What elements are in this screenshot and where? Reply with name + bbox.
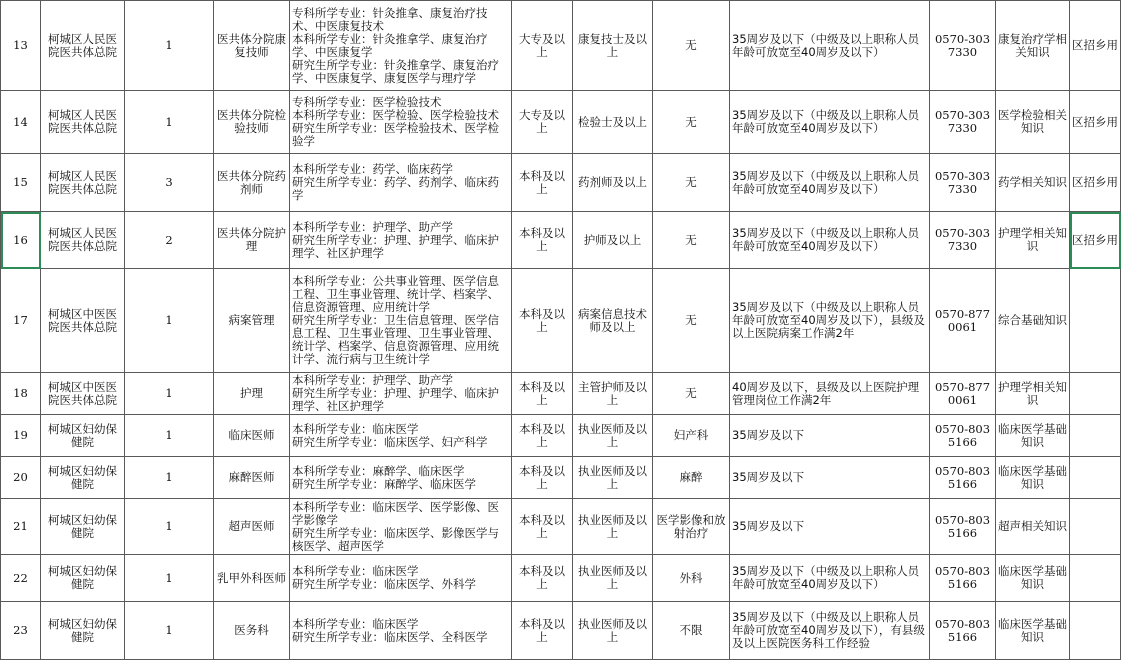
education-cell[interactable]: 本科及以上 — [512, 154, 573, 212]
post-cell[interactable]: 超声医师 — [214, 499, 290, 555]
unit-cell[interactable]: 柯城区妇幼保健院 — [41, 457, 125, 499]
qualification-cell[interactable]: 药剂师及以上 — [573, 154, 653, 212]
post-cell[interactable]: 医共体分院药剂师 — [214, 154, 290, 212]
requirements-cell[interactable]: 35周岁及以下 — [730, 457, 930, 499]
unit-cell[interactable]: 柯城区中医医院医共体总院 — [41, 269, 125, 373]
direction-cell[interactable]: 无 — [653, 212, 730, 269]
major-cell[interactable]: 专科所学专业：针灸推拿、康复治疗技术、中医康复技术 本科所学专业：针灸推拿学、康复治疗学、中医康复学 研究生所学专业：针灸推拿学、康复治疗学、中医康复学、康复医学与理疗学 — [290, 1, 512, 91]
count-cell[interactable]: 1 — [125, 602, 214, 660]
seq-cell[interactable]: 15 — [1, 154, 41, 212]
seq-cell[interactable]: 20 — [1, 457, 41, 499]
major-cell[interactable]: 本科所学专业：麻醉学、临床医学 研究生所学专业：麻醉学、临床医学 — [290, 457, 512, 499]
exam-content-cell[interactable]: 临床医学基础知识 — [996, 415, 1070, 457]
phone-cell[interactable]: 0570-8035166 — [930, 457, 996, 499]
table-row — [1, 499, 1121, 555]
direction-cell[interactable]: 麻醉 — [653, 457, 730, 499]
requirements-cell[interactable]: 35周岁及以下（中级及以上职称人员年龄可放宽至40周岁及以下） — [730, 1, 930, 91]
education-cell[interactable]: 本科及以上 — [512, 212, 573, 269]
count-cell[interactable]: 1 — [125, 373, 214, 415]
post-cell[interactable]: 临床医师 — [214, 415, 290, 457]
unit-cell[interactable]: 柯城区妇幼保健院 — [41, 555, 125, 602]
table-row — [1, 555, 1121, 602]
major-cell[interactable]: 本科所学专业：护理学、助产学 研究生所学专业：护理、护理学、临床护理学、社区护理学 — [290, 212, 512, 269]
seq-cell[interactable]: 16 — [1, 212, 41, 269]
post-cell[interactable]: 乳甲外科医师 — [214, 555, 290, 602]
requirements-cell[interactable]: 35周岁及以下（中级及以上职称人员年龄可放宽至40周岁及以下），县级及以上医院病案工作满2年 — [730, 269, 930, 373]
unit-cell[interactable]: 柯城区妇幼保健院 — [41, 415, 125, 457]
requirements-cell[interactable]: 35周岁及以下（中级及以上职称人员年龄可放宽至40周岁及以下） — [730, 91, 930, 154]
requirements-cell[interactable]: 35周岁及以下（中级及以上职称人员年龄可放宽至40周岁及以下） — [730, 555, 930, 602]
recruit-type-cell[interactable] — [1070, 602, 1121, 660]
exam-content-cell[interactable]: 超声相关知识 — [996, 499, 1070, 555]
exam-content-cell[interactable]: 医学检验相关知识 — [996, 91, 1070, 154]
count-cell[interactable]: 1 — [125, 415, 214, 457]
direction-cell[interactable]: 妇产科 — [653, 415, 730, 457]
major-cell[interactable]: 本科所学专业：临床医学 研究生所学专业：临床医学、外科学 — [290, 555, 512, 602]
unit-cell[interactable]: 柯城区人民医院医共体总院 — [41, 154, 125, 212]
requirements-cell[interactable]: 35周岁及以下（中级及以上职称人员年龄可放宽至40周岁及以下） — [730, 154, 930, 212]
seq-cell[interactable]: 19 — [1, 415, 41, 457]
unit-cell[interactable]: 柯城区人民医院医共体总院 — [41, 91, 125, 154]
post-cell[interactable]: 麻醉医师 — [214, 457, 290, 499]
direction-cell[interactable]: 外科 — [653, 555, 730, 602]
table-row — [1, 415, 1121, 457]
table-row — [1, 154, 1121, 212]
qualification-cell[interactable]: 执业医师及以上 — [573, 415, 653, 457]
qualification-cell[interactable]: 康复技士及以上 — [573, 1, 653, 91]
count-cell[interactable]: 1 — [125, 499, 214, 555]
education-cell[interactable]: 本科及以上 — [512, 457, 573, 499]
post-cell[interactable]: 病案管理 — [214, 269, 290, 373]
qualification-cell[interactable]: 护师及以上 — [573, 212, 653, 269]
exam-content-cell[interactable]: 护理学相关知识 — [996, 212, 1070, 269]
phone-cell[interactable]: 0570-3037330 — [930, 91, 996, 154]
recruit-type-cell[interactable]: 区招乡用 — [1070, 154, 1121, 212]
seq-cell[interactable]: 17 — [1, 269, 41, 373]
post-cell[interactable]: 医共体分院护理 — [214, 212, 290, 269]
phone-cell[interactable]: 0570-8035166 — [930, 415, 996, 457]
table-row — [1, 91, 1121, 154]
unit-cell[interactable]: 柯城区中医医院医共体总院 — [41, 373, 125, 415]
education-cell[interactable]: 大专及以上 — [512, 91, 573, 154]
recruit-type-cell[interactable] — [1070, 457, 1121, 499]
count-cell[interactable]: 3 — [125, 154, 214, 212]
requirements-cell[interactable]: 35周岁及以下 — [730, 499, 930, 555]
count-cell[interactable]: 1 — [125, 91, 214, 154]
qualification-cell[interactable]: 执业医师及以上 — [573, 602, 653, 660]
exam-content-cell[interactable]: 康复治疗学相关知识 — [996, 1, 1070, 91]
exam-content-cell[interactable]: 综合基础知识 — [996, 269, 1070, 373]
exam-content-cell[interactable]: 临床医学基础知识 — [996, 457, 1070, 499]
seq-cell[interactable]: 13 — [1, 1, 41, 91]
exam-content-cell[interactable]: 药学相关知识 — [996, 154, 1070, 212]
direction-cell[interactable]: 无 — [653, 269, 730, 373]
table-row — [1, 212, 1121, 269]
table-row — [1, 1, 1121, 91]
qualification-cell[interactable]: 执业医师及以上 — [573, 555, 653, 602]
direction-cell[interactable]: 无 — [653, 373, 730, 415]
major-cell[interactable]: 本科所学专业：临床医学 研究生所学专业：临床医学、全科医学 — [290, 602, 512, 660]
exam-content-cell[interactable]: 护理学相关知识 — [996, 373, 1070, 415]
count-cell[interactable]: 1 — [125, 269, 214, 373]
education-cell[interactable]: 本科及以上 — [512, 269, 573, 373]
recruit-type-cell[interactable] — [1070, 415, 1121, 457]
count-cell[interactable]: 1 — [125, 457, 214, 499]
unit-cell[interactable]: 柯城区妇幼保健院 — [41, 499, 125, 555]
recruit-type-cell[interactable]: 区招乡用 — [1070, 212, 1121, 269]
education-cell[interactable]: 本科及以上 — [512, 555, 573, 602]
education-cell[interactable]: 本科及以上 — [512, 373, 573, 415]
phone-cell[interactable]: 0570-8035166 — [930, 555, 996, 602]
direction-cell[interactable]: 无 — [653, 1, 730, 91]
phone-cell[interactable]: 0570-3037330 — [930, 154, 996, 212]
post-cell[interactable]: 护理 — [214, 373, 290, 415]
phone-cell[interactable]: 0570-8770061 — [930, 269, 996, 373]
major-cell[interactable]: 本科所学专业：临床医学、医学影像、医学影像学 研究生所学专业：临床医学、影像医学与核医学、超声医学 — [290, 499, 512, 555]
phone-cell[interactable]: 0570-8035166 — [930, 602, 996, 660]
exam-content-cell[interactable]: 临床医学基础知识 — [996, 602, 1070, 660]
requirements-cell[interactable]: 35周岁及以下（中级及以上职称人员年龄可放宽至40周岁及以下） — [730, 212, 930, 269]
recruit-type-cell[interactable] — [1070, 499, 1121, 555]
table-row — [1, 373, 1121, 415]
recruit-type-cell[interactable] — [1070, 373, 1121, 415]
table-row — [1, 457, 1121, 499]
education-cell[interactable]: 大专及以上 — [512, 1, 573, 91]
requirements-cell[interactable]: 35周岁及以下 — [730, 415, 930, 457]
table-row — [1, 269, 1121, 373]
direction-cell[interactable]: 无 — [653, 154, 730, 212]
major-cell[interactable]: 本科所学专业：临床医学 研究生所学专业：临床医学、妇产科学 — [290, 415, 512, 457]
count-cell[interactable]: 1 — [125, 555, 214, 602]
phone-cell[interactable]: 0570-3037330 — [930, 1, 996, 91]
unit-cell[interactable]: 柯城区妇幼保健院 — [41, 602, 125, 660]
major-cell[interactable]: 本科所学专业：护理学、助产学 研究生所学专业：护理、护理学、临床护理学、社区护理学 — [290, 373, 512, 415]
qualification-cell[interactable]: 检验士及以上 — [573, 91, 653, 154]
requirements-cell[interactable]: 40周岁及以下，县级及以上医院护理管理岗位工作满2年 — [730, 373, 930, 415]
phone-cell[interactable]: 0570-8770061 — [930, 373, 996, 415]
unit-cell[interactable]: 柯城区人民医院医共体总院 — [41, 212, 125, 269]
phone-cell[interactable]: 0570-8035166 — [930, 499, 996, 555]
seq-cell[interactable]: 14 — [1, 91, 41, 154]
post-cell[interactable]: 医务科 — [214, 602, 290, 660]
exam-content-cell[interactable]: 临床医学基础知识 — [996, 555, 1070, 602]
education-cell[interactable]: 本科及以上 — [512, 602, 573, 660]
requirements-cell[interactable]: 35周岁及以下（中级及以上职称人员年龄可放宽至40周岁及以下），有县级及以上医院医务科工作经验 — [730, 602, 930, 660]
direction-cell[interactable]: 不限 — [653, 602, 730, 660]
qualification-cell[interactable]: 主管护师及以上 — [573, 373, 653, 415]
major-cell[interactable]: 专科所学专业：医学检验技术 本科所学专业：医学检验、医学检验技术 研究生所学专业：医学检验技术、医学检验学 — [290, 91, 512, 154]
direction-cell[interactable]: 医学影像和放射治疗 — [653, 499, 730, 555]
major-cell[interactable]: 本科所学专业：公共事业管理、医学信息工程、卫生事业管理、统计学、档案学、信息资源管理、应用统计学 研究生所学专业：卫生信息管理、医学信息工程、卫生事业管理、卫生事业管理、统计学、档案学、信息资源管理、应用统计学、流行病与卫生统计学 — [290, 269, 512, 373]
recruit-type-cell[interactable] — [1070, 269, 1121, 373]
phone-cell[interactable]: 0570-3037330 — [930, 212, 996, 269]
recruit-type-cell[interactable]: 区招乡用 — [1070, 91, 1121, 154]
direction-cell[interactable]: 无 — [653, 91, 730, 154]
recruit-type-cell[interactable]: 区招乡用 — [1070, 1, 1121, 91]
qualification-cell[interactable]: 病案信息技术师及以上 — [573, 269, 653, 373]
post-cell[interactable]: 医共体分院康复技师 — [214, 1, 290, 91]
unit-cell[interactable]: 柯城区人民医院医共体总院 — [41, 1, 125, 91]
major-cell[interactable]: 本科所学专业：药学、临床药学 研究生所学专业：药学、药剂学、临床药学 — [290, 154, 512, 212]
qualification-cell[interactable]: 执业医师及以上 — [573, 499, 653, 555]
seq-cell[interactable]: 23 — [1, 602, 41, 660]
education-cell[interactable]: 本科及以上 — [512, 415, 573, 457]
qualification-cell[interactable]: 执业医师及以上 — [573, 457, 653, 499]
count-cell[interactable]: 2 — [125, 212, 214, 269]
count-cell[interactable]: 1 — [125, 1, 214, 91]
education-cell[interactable]: 本科及以上 — [512, 499, 573, 555]
recruit-type-cell[interactable] — [1070, 555, 1121, 602]
seq-cell[interactable]: 18 — [1, 373, 41, 415]
seq-cell[interactable]: 22 — [1, 555, 41, 602]
table-row — [1, 602, 1121, 660]
seq-cell[interactable]: 21 — [1, 499, 41, 555]
post-cell[interactable]: 医共体分院检验技师 — [214, 91, 290, 154]
